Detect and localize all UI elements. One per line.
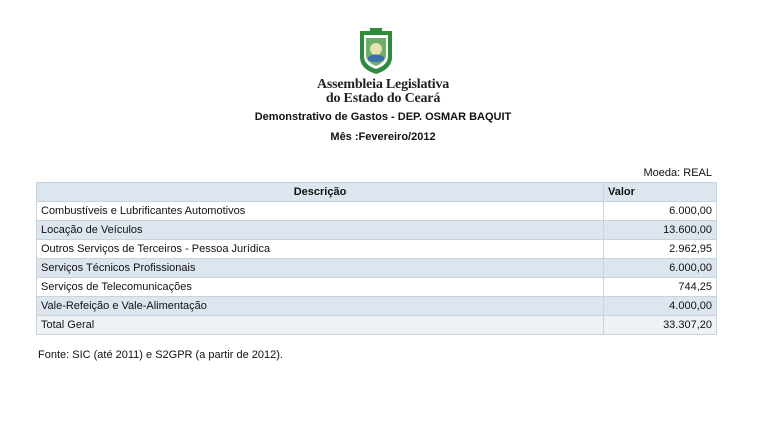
table-row <box>37 202 717 221</box>
table-row <box>37 221 717 240</box>
total-label: Total Geral <box>37 316 604 335</box>
row-value: 6.000,00 <box>604 259 717 278</box>
row-description: Locação de Veículos <box>37 221 604 240</box>
report-title: Demonstrativo de Gastos - DEP. OSMAR BAQUIT <box>254 111 512 123</box>
expenses-table <box>36 182 717 335</box>
row-description: Serviços Técnicos Profissionais <box>37 259 604 278</box>
organization-name-line1: Assembleia Legislativa <box>316 77 450 92</box>
table-row <box>37 240 717 259</box>
total-value: 33.307,20 <box>604 316 717 335</box>
source-note: Fonte: SIC (até 2011) e S2GPR (a partir de 2012). <box>38 349 283 361</box>
table-row <box>37 259 717 278</box>
row-description: Combustíveis e Lubrificantes Automotivos <box>37 202 604 221</box>
row-value: 4.000,00 <box>604 297 717 316</box>
column-header-description: Descrição <box>37 183 604 202</box>
row-description: Outros Serviços de Terceiros - Pessoa Jurídica <box>37 240 604 259</box>
table-header-row <box>37 183 717 202</box>
total-row <box>37 316 717 335</box>
column-header-value: Valor <box>604 183 717 202</box>
row-description: Vale-Refeição e Vale-Alimentação <box>37 297 604 316</box>
row-value: 6.000,00 <box>604 202 717 221</box>
organization-name-line2: do Estado do Ceará <box>325 91 441 106</box>
table-row <box>37 278 717 297</box>
row-description: Serviços de Telecomunicações <box>37 278 604 297</box>
state-seal-icon <box>357 27 395 75</box>
table-row <box>37 297 717 316</box>
report-month: Mês :Fevereiro/2012 <box>330 131 436 143</box>
currency-label: Moeda: REAL <box>643 167 712 179</box>
row-value: 2.962,95 <box>604 240 717 259</box>
row-value: 13.600,00 <box>604 221 717 240</box>
row-value: 744,25 <box>604 278 717 297</box>
